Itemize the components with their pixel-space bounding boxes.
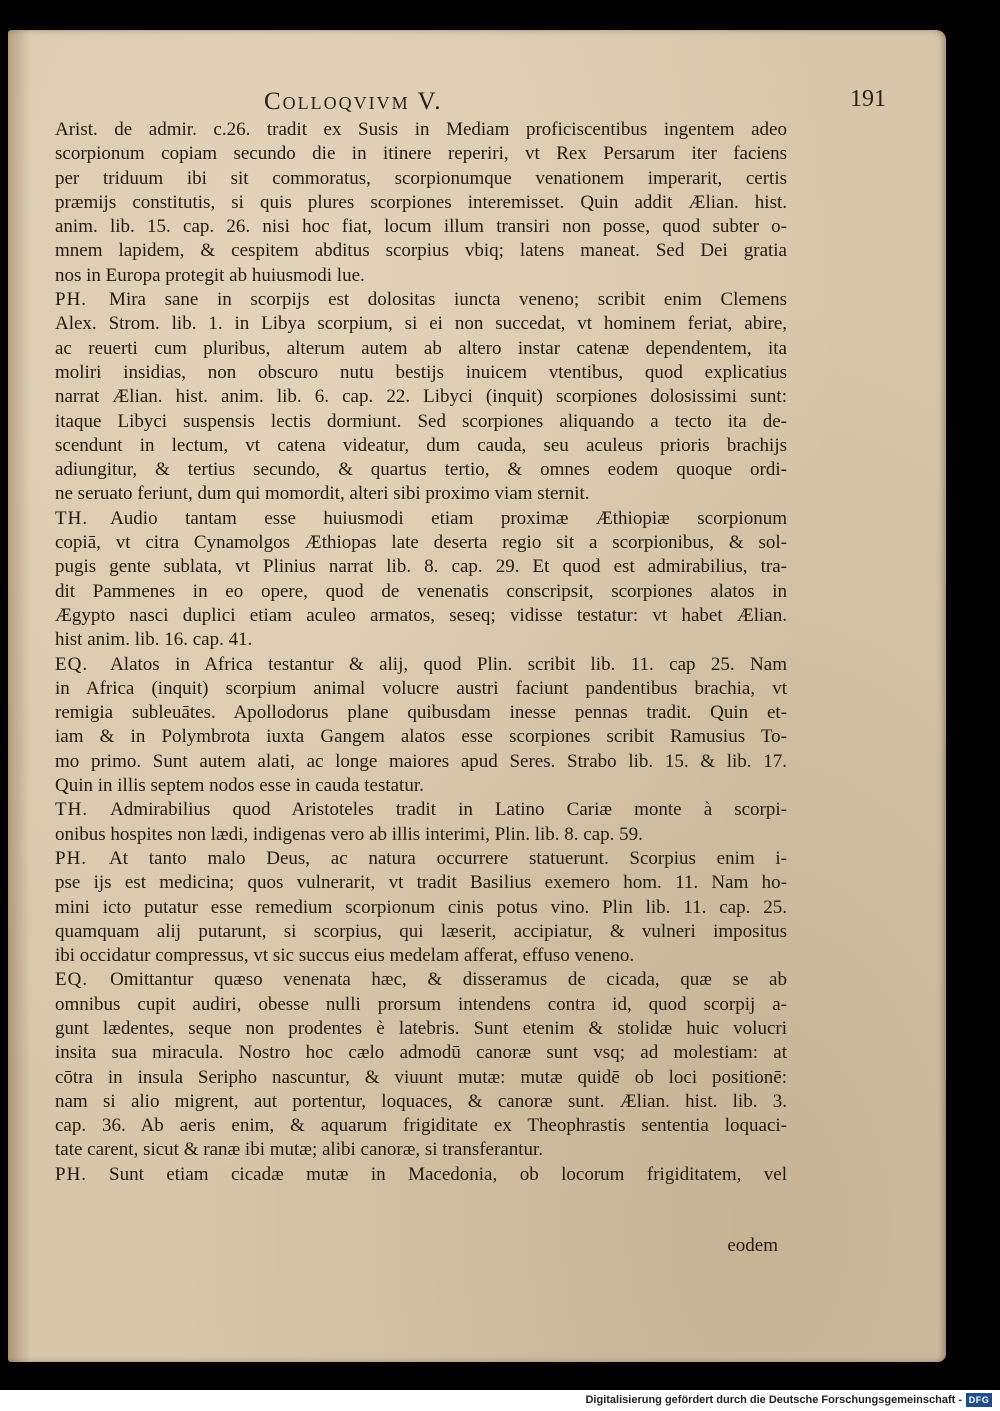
line-text: mini icto putatur esse remedium scorpionum cinis potus vino. Plin lib. 11. cap. 25. <box>55 896 787 918</box>
line-text: Admirabilius quod Aristoteles tradit in Latino Cariæ monte à scorpi- <box>110 799 787 821</box>
text-line <box>55 288 787 312</box>
text-line <box>55 1114 787 1138</box>
line-text: nos in Europa protegit ab huiusmodi lue. <box>55 264 365 286</box>
line-text: scendunt in lectum, vt catena videatur, dum cauda, seu aculeus prioris brachijs <box>55 434 787 456</box>
text-line <box>55 823 787 847</box>
line-text: Quin in illis septem nodos esse in cauda testatur. <box>55 775 424 797</box>
line-text: Mira sane in scorpijs est dolositas iuncta veneno; scribit enim Clemens <box>109 289 787 311</box>
line-text: omnibus cupit audiri, obesse nulli prorsum intendens contra id, quod scorpij a- <box>55 993 787 1015</box>
text-line <box>55 968 787 992</box>
text-line <box>55 604 787 628</box>
text-line <box>55 312 787 336</box>
text-line <box>55 385 787 409</box>
line-text: mnem lapidem, & cespitem abditus scorpius vbiq; latens maneat. Sed Dei gratia <box>55 240 787 262</box>
line-text: remigia subleuātes. Apollodorus plane quibusdam inesse pennas tradit. Quin et- <box>55 702 787 724</box>
text-line <box>55 750 787 774</box>
book-page <box>8 30 946 1362</box>
line-text: insita sua miracula. Nostro hoc cælo admodū canoræ sunt vsq; ad molestiam: at <box>55 1042 787 1064</box>
text-line <box>55 580 787 604</box>
line-text: iam & in Polymbrota iuxta Gangem alatos esse scorpiones scribit Ramusius To- <box>55 726 787 748</box>
line-text: ne seruato feriunt, dum qui momordit, alteri sibi proximo viam sternit. <box>55 483 590 505</box>
text-line <box>55 896 787 920</box>
text-line <box>55 434 787 458</box>
speaker-label: EQ. <box>55 653 89 675</box>
text-line <box>55 410 787 434</box>
line-text: Alex. Strom. lib. 1. in Libya scorpium, si ei non succedat, vt hominem feriat, abire, <box>55 313 787 335</box>
text-line <box>55 507 787 531</box>
text-line <box>55 191 787 215</box>
text-line <box>55 725 787 749</box>
funding-credit: Digitalisierung gefördert durch die Deutsche Forschungsgemeinschaft - <box>585 1394 962 1406</box>
text-line <box>55 944 787 968</box>
text-line <box>55 555 787 579</box>
line-text: At tanto malo Deus, ac natura occurrere statuerunt. Scorpius enim i- <box>109 847 787 869</box>
line-text: itaque Libyci suspensis lectis dormiunt. Sed scorpiones aliquando a tecto ita de- <box>55 410 787 432</box>
text-line <box>55 458 787 482</box>
line-text: ibi occidatur compressus, vt sic succus eius medelam afferat, effuso veneno. <box>55 945 635 967</box>
text-line <box>55 871 787 895</box>
line-text: mo primo. Sunt autem alati, ac longe maiores apud Seres. Strabo lib. 15. & lib. 17. <box>55 750 787 772</box>
line-text: ac reuerti cum pluribus, alterum autem ab altero instar catenæ dependentem, ita <box>55 337 787 359</box>
text-line <box>55 993 787 1017</box>
line-text: anim. lib. 15. cap. 26. nisi hoc fiat, locum illum transiri non posse, quod subter o- <box>55 216 787 238</box>
text-line <box>55 167 787 191</box>
running-head <box>68 86 916 120</box>
line-text: cōtra in insula Seripho nascuntur, & viuunt mutæ: mutæ quidē ob loci positionē: <box>55 1066 787 1088</box>
line-text: pse ijs est medicina; quos vulnerarit, vt tradit Basilius exemero hom. 11. Nam ho- <box>55 872 787 894</box>
dfg-logo: DFG <box>966 1393 992 1407</box>
text-line <box>55 798 787 822</box>
footer-bar <box>0 1390 1000 1411</box>
text-line <box>55 920 787 944</box>
line-text: Audio tantam esse huiusmodi etiam proximæ Æthiopiæ scorpionum <box>110 507 787 529</box>
line-text: adiungitur, & tertius secundo, & quartus tertio, & omnes eodem quoque ordi- <box>55 459 787 481</box>
catchword: eodem <box>727 1235 778 1256</box>
line-text: scorpionum copiam secundo die in itinere reperiri, vt Rex Persarum iter faciens <box>55 143 787 165</box>
line-text: hist anim. lib. 16. cap. 41. <box>55 629 253 651</box>
text-line <box>55 1041 787 1065</box>
text-line <box>55 118 787 142</box>
line-text: narrat Ælian. hist. anim. lib. 6. cap. 22. Libyci (inquit) scorpiones dolosissimi sunt: <box>55 386 787 408</box>
line-text: Sunt etiam cicadæ mutæ in Macedonia, ob locorum frigiditatem, vel <box>109 1163 787 1185</box>
line-text: nam si alio migrent, aut portentur, loquaces, & canoræ sunt. Ælian. hist. lib. 3. <box>55 1090 787 1112</box>
text-line <box>55 361 787 385</box>
speaker-label: PH. <box>55 289 88 311</box>
line-text: moliri insidias, non obscuro nutu bestijs inuicem vtentibus, quod explicatius <box>55 361 787 383</box>
text-line <box>55 677 787 701</box>
line-text: pugis gente sublata, vt Plinius narrat lib. 8. cap. 29. Et quod est admirabilius, tra- <box>55 556 787 578</box>
speaker-label: PH. <box>55 1163 88 1185</box>
text-line <box>55 531 787 555</box>
line-text: Omittantur quæso venenata hæc, & disseramus de cicada, quæ se ab <box>110 969 787 991</box>
text-line <box>55 239 787 263</box>
line-text: onibus hospites non lædi, indigenas vero ab illis interimi, Plin. lib. 8. cap. 59. <box>55 823 643 845</box>
text-line <box>55 482 787 506</box>
text-line <box>55 653 787 677</box>
text-line <box>55 1066 787 1090</box>
text-line <box>55 774 787 798</box>
line-text: cap. 36. Ab aeris enim, & aquarum frigiditate ex Theophrastis sententia loquaci- <box>55 1115 787 1137</box>
text-line <box>55 1138 787 1162</box>
line-text: Arist. de admir. c.26. tradit ex Susis in Mediam proficiscentibus ingentem adeo <box>55 119 787 140</box>
line-text: tate carent, sicut & ranæ ibi mutæ; alibi canoræ, si transferantur. <box>55 1139 544 1161</box>
line-text: Ægypto nasci duplici etiam aculeo armatos, seseq; vidisse testatur: vt habet Ælian. <box>55 604 787 626</box>
text-line <box>55 847 787 871</box>
text-line <box>55 215 787 239</box>
page-number: 191 <box>850 86 886 112</box>
text-line <box>55 142 787 166</box>
speaker-label: TH. <box>55 507 89 529</box>
text-line <box>55 701 787 725</box>
line-text: Alatos in Africa testantur & alij, quod Plin. scribit lib. 11. cap 25. Nam <box>110 653 787 675</box>
text-line <box>55 1163 787 1187</box>
text-line <box>55 337 787 361</box>
line-text: quamquam alij putarunt, si scorpius, qui læserit, accipiatur, & vulneri impositus <box>55 920 787 942</box>
line-text: dit Pammenes in eo opere, quod de venenatis conscripsit, scorpiones alatos in <box>55 580 787 602</box>
text-line <box>55 628 787 652</box>
body-text <box>55 118 787 1187</box>
text-line <box>55 264 787 288</box>
speaker-label: EQ. <box>55 969 89 991</box>
text-line <box>55 1017 787 1041</box>
line-text: in Africa (inquit) scorpium animal volucre austri faciunt pandentibus brachia, vt <box>55 677 787 699</box>
line-text: gunt lædentes, seque non prodentes è latebris. Sunt etenim & stolidæ huic volucri <box>55 1017 787 1039</box>
speaker-label: PH. <box>55 847 88 869</box>
line-text: præmijs constitutis, si quis plures scorpiones interemisset. Quin addit Ælian. hist. <box>55 191 787 213</box>
running-title: Colloqvivm V. <box>264 88 443 115</box>
line-text: per triduum ibi sit commoratus, scorpionumque venationem imperarit, certis <box>55 167 787 189</box>
text-line <box>55 1090 787 1114</box>
speaker-label: TH. <box>55 799 89 821</box>
line-text: copiā, vt citra Cynamolgos Æthiopas late deserta regio sit a scorpionibus, & sol- <box>55 532 787 554</box>
